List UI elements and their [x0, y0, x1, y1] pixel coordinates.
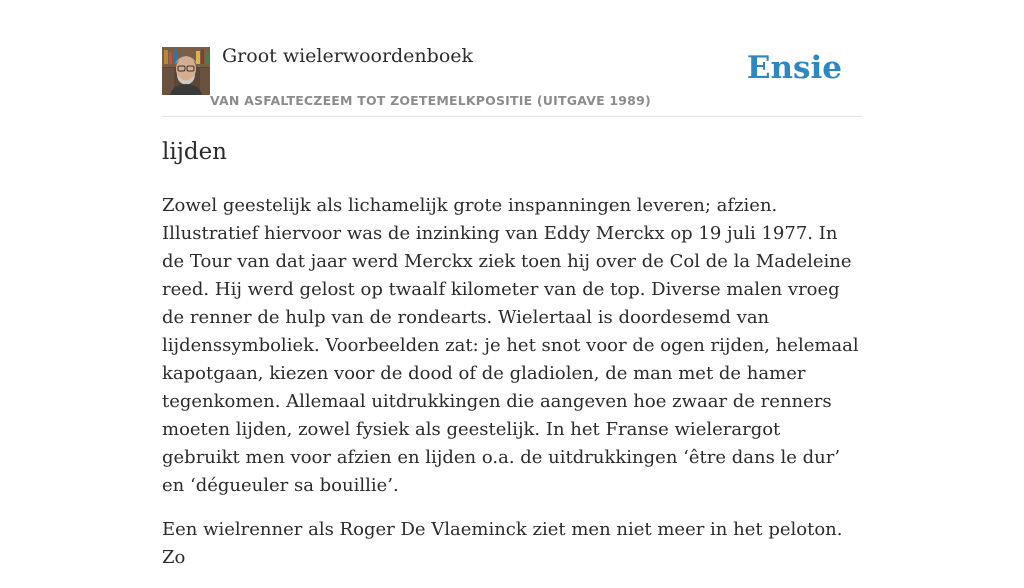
book-title-link[interactable]: Groot wielerwoordenboek [222, 45, 474, 67]
author-avatar[interactable] [162, 47, 210, 95]
entry-paragraph: Zowel geestelijk als lichamelijk grote inspanningen leveren; afzien. Illustratief hiervoor was de inzinking van Eddy Merckx op 19 juli 1977. In de Tour van dat jaar werd Merckx ziek toen hij over de Col de la Madeleine reed. Hij werd gelost op twaalf kilometer van de top. Diverse malen vroeg de renner de hulp van de rondearts. Wielertaal is doordesemd van lijdenssymboliek. Voorbeelden zat: je het snot voor de ogen rijden, helemaal kapotgaan, kiezen voor de dood of de gladiolen, de man met de hamer tegenkomen. Allemaal uitdrukkingen die aangeven hoe zwaar de renners moeten lijden, zowel fysiek als geestelijk. In het Franse wielerargot gebruikt men voor afzien en lijden o.a. de uitdrukkingen ‘être dans le dur’ en ‘dégueuler sa bouillie’. [162, 195, 859, 496]
entry-paragraph: Een wielrenner als Roger De Vlaeminck ziet men niet meer in het peloton. Zo [162, 519, 843, 568]
author-portrait-icon [162, 47, 210, 95]
brand-logo-link[interactable]: Ensie [746, 50, 842, 86]
entry-body [162, 192, 862, 588]
site-header [162, 40, 862, 117]
book-subtitle: VAN ASFALTECZEEM TOT ZOETEMELKPOSITIE (UITGAVE 1989) [210, 93, 651, 108]
entry-title: lijden [162, 139, 227, 165]
